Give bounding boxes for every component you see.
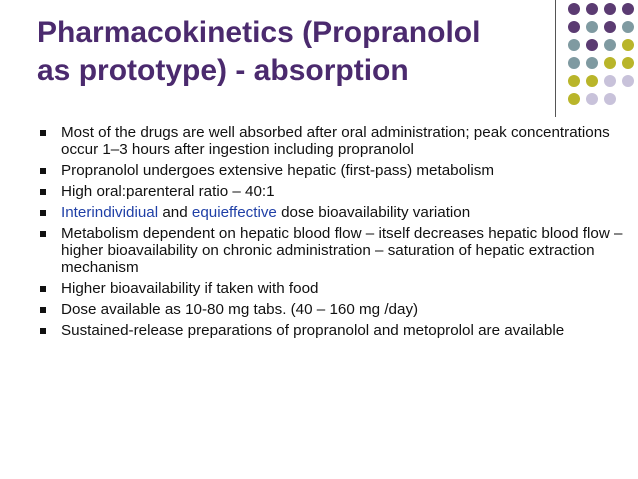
bullet-text: High oral:parenteral ratio – 40:1 bbox=[61, 183, 275, 200]
bullet-item bbox=[40, 162, 630, 179]
bullet-text: Dose available as 10-80 mg tabs. (40 – 160 mg /day) bbox=[61, 301, 419, 318]
bullet-square-icon bbox=[40, 307, 46, 313]
dot-teal bbox=[568, 57, 580, 69]
bullet-square-icon bbox=[40, 328, 46, 334]
bullet-item bbox=[40, 183, 630, 200]
slide-title bbox=[37, 14, 557, 90]
bullet-text: Propranolol undergoes extensive hepatic (first-pass) metabolism bbox=[61, 162, 495, 179]
title-divider-line bbox=[555, 0, 556, 117]
bullet-item bbox=[40, 124, 630, 158]
bullet-item bbox=[40, 204, 630, 221]
dot-olive bbox=[604, 57, 616, 69]
dot-teal bbox=[604, 39, 616, 51]
dot-teal bbox=[622, 21, 634, 33]
dot-teal bbox=[568, 39, 580, 51]
dot-lavender bbox=[622, 75, 634, 87]
bullet-item bbox=[40, 301, 630, 318]
bullet-term-equieffective: equieffective bbox=[191, 204, 277, 221]
bullet-term-interindividual: Interindividiual bbox=[61, 204, 159, 221]
bullet-item bbox=[40, 225, 630, 276]
dot-olive bbox=[622, 57, 634, 69]
dot-purple bbox=[604, 21, 616, 33]
dot-purple bbox=[568, 21, 580, 33]
decorative-dot-grid bbox=[566, 0, 638, 120]
dot-lavender bbox=[586, 93, 598, 105]
dot-teal bbox=[586, 57, 598, 69]
dot-lavender bbox=[604, 93, 616, 105]
dot-lavender bbox=[604, 75, 616, 87]
bullet-square-icon bbox=[40, 130, 46, 136]
dot-olive bbox=[568, 93, 580, 105]
dot-teal bbox=[586, 21, 598, 33]
bullet-square-icon bbox=[40, 210, 46, 216]
dot-purple bbox=[586, 3, 598, 15]
bullet-square-icon bbox=[40, 189, 46, 195]
title-line-2: as prototype) - absorption bbox=[37, 54, 409, 87]
bullet-item bbox=[40, 280, 630, 297]
dot-olive bbox=[622, 39, 634, 51]
bullet-square-icon bbox=[40, 168, 46, 174]
bullet-square-icon bbox=[40, 231, 46, 237]
bullet-list bbox=[40, 124, 630, 343]
dot-purple bbox=[622, 3, 634, 15]
dot-purple bbox=[586, 39, 598, 51]
dot-purple bbox=[568, 3, 580, 15]
bullet-text: Most of the drugs are well absorbed after oral administration; peak concentrations occur 1–3 hours after ingestion including propranolol bbox=[61, 124, 610, 158]
dot-olive bbox=[586, 75, 598, 87]
dot-olive bbox=[568, 75, 580, 87]
bullet-square-icon bbox=[40, 286, 46, 292]
title-line-1: Pharmacokinetics (Propranolol bbox=[37, 16, 481, 49]
bullet-text: Metabolism dependent on hepatic blood flow – itself decreases hepatic blood flow – higher bioavailability on chronic administration – saturation of hepatic extraction mechanism bbox=[61, 225, 623, 276]
bullet-text: Higher bioavailability if taken with food bbox=[61, 280, 319, 297]
bullet-text: dose bioavailability variation bbox=[276, 204, 471, 221]
bullet-item bbox=[40, 322, 630, 339]
dot-purple bbox=[604, 3, 616, 15]
bullet-text: Sustained-release preparations of propranolol and metoprolol are available bbox=[61, 322, 565, 339]
bullet-text-connector: and bbox=[158, 204, 192, 221]
